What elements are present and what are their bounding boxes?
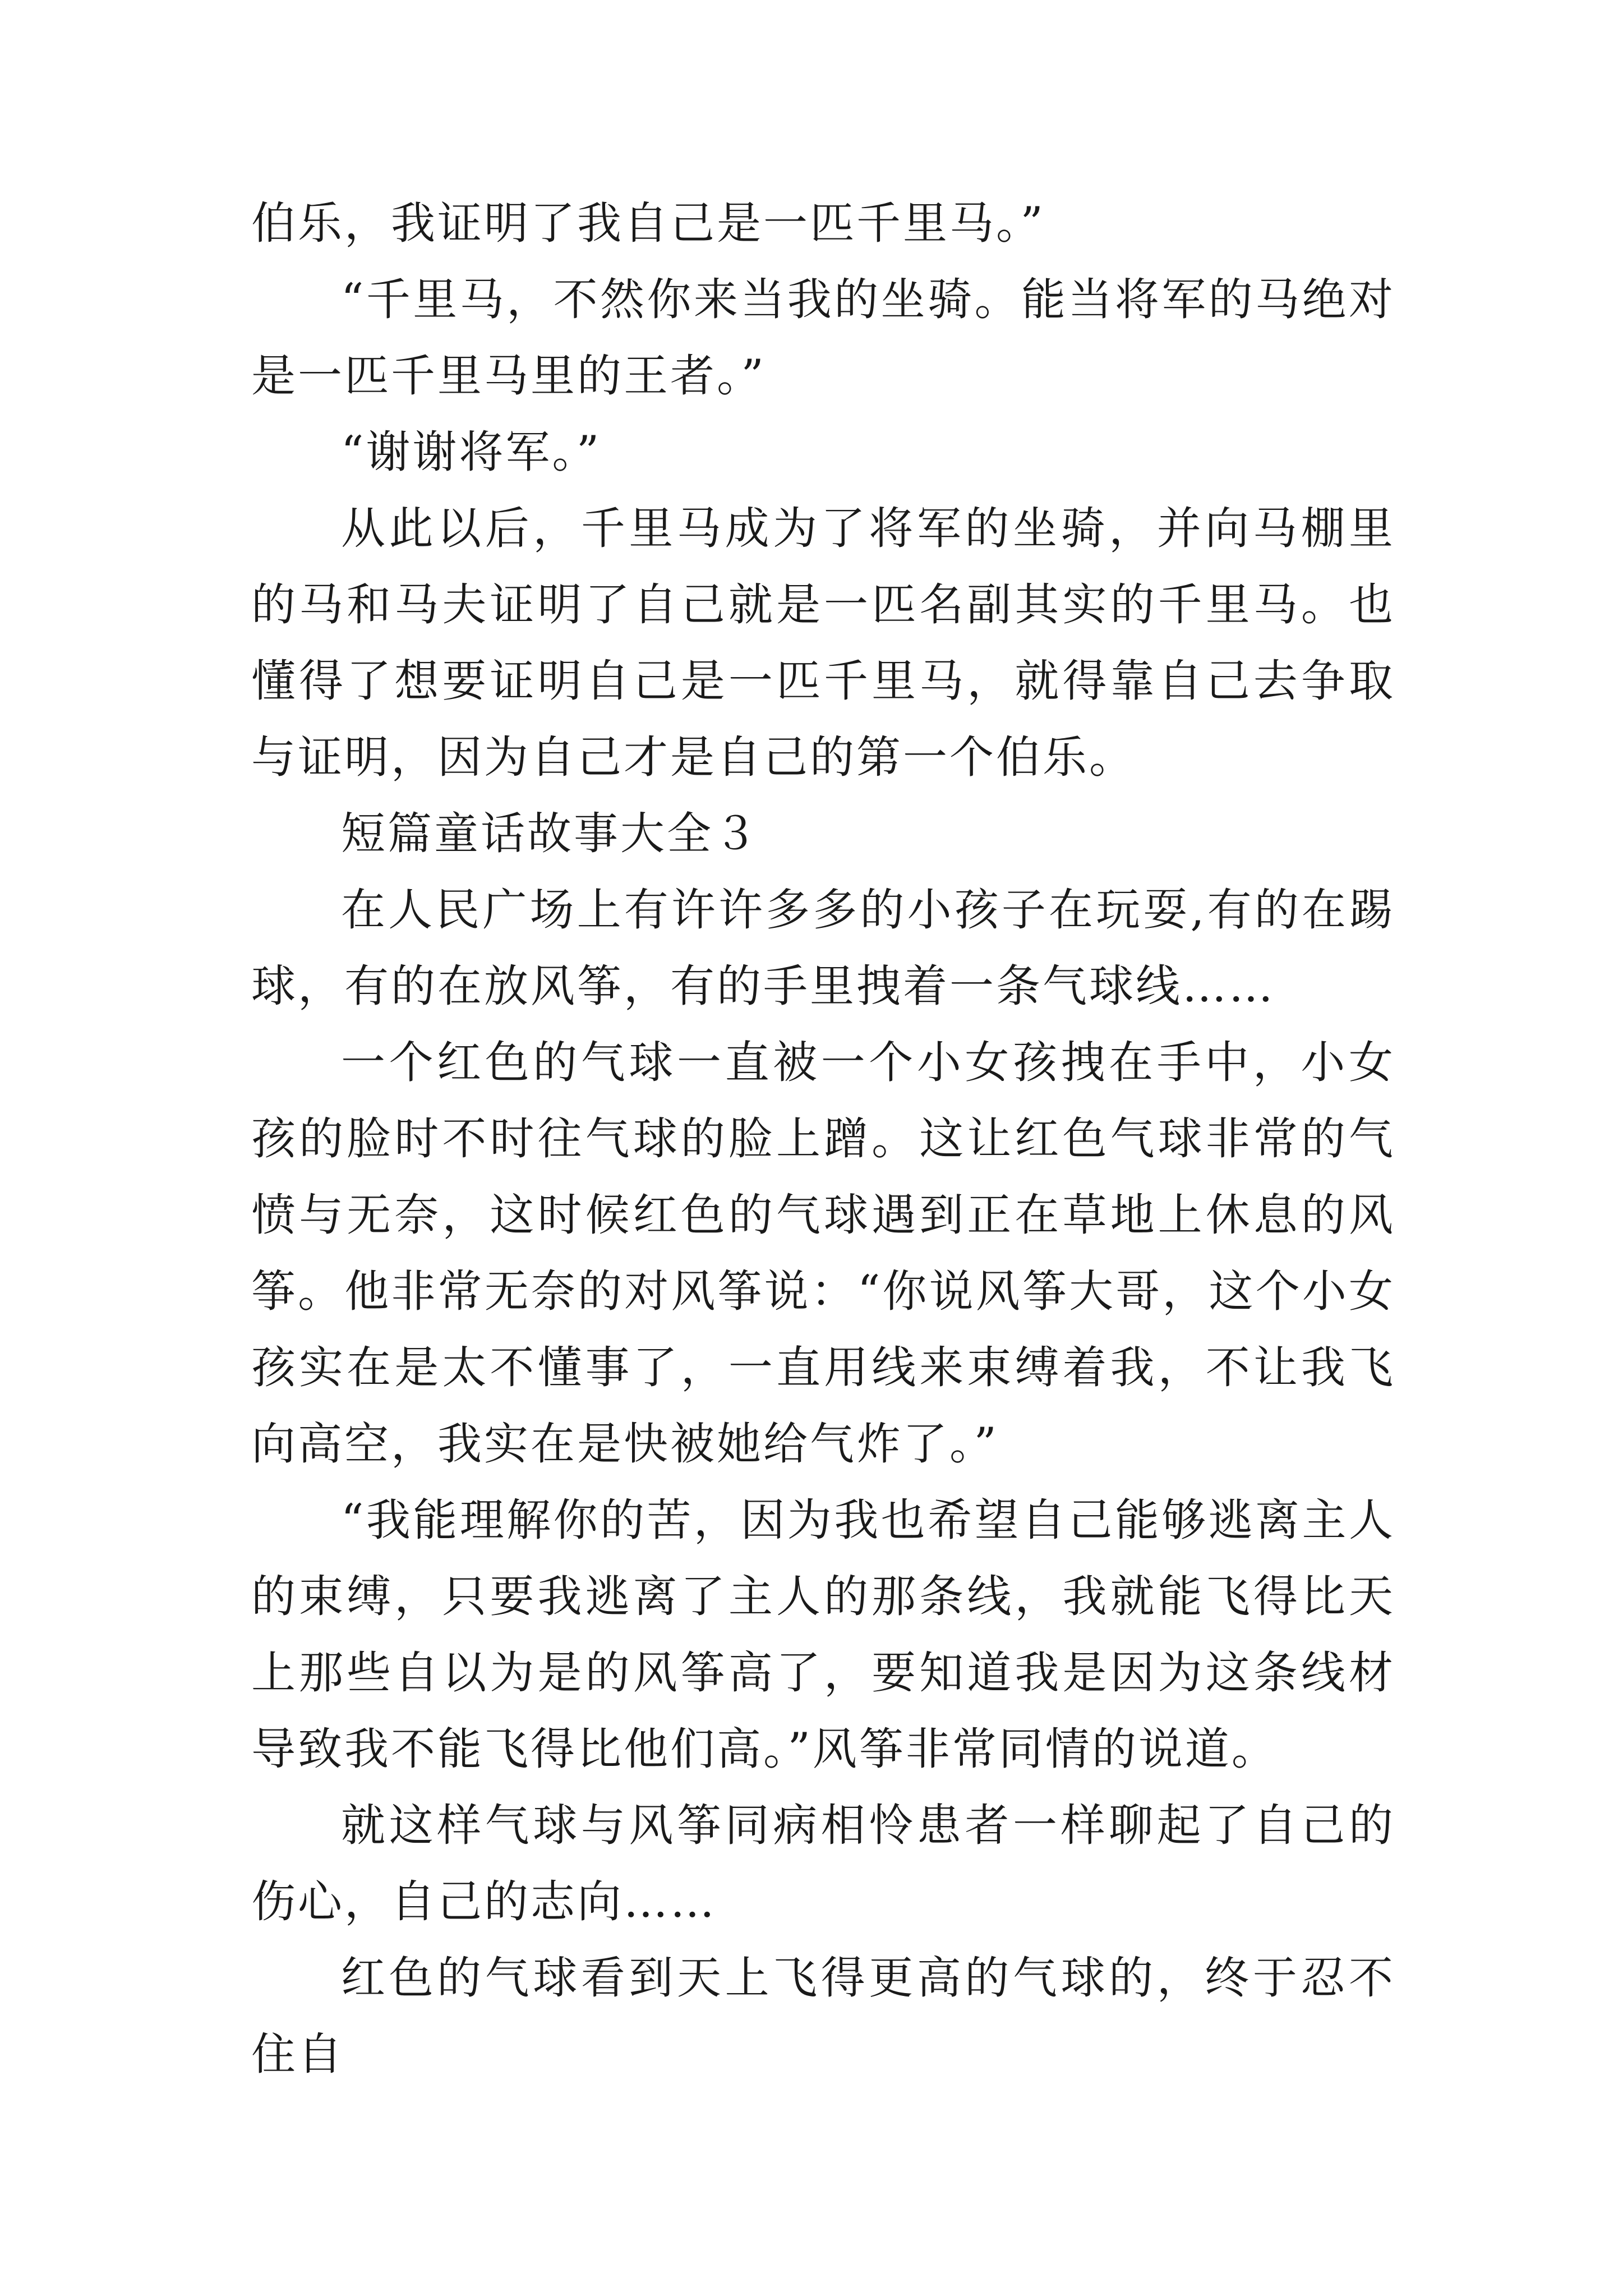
paragraph-1: 伯乐，我证明了我自己是一匹千里马。” xyxy=(251,197,1045,249)
paragraph-6: 一个红色的气球一直被一个小女孩拽在手中，小女孩的脸时不时往气球的脸上蹭。这让红色气球非常的气愤与无奈，这时候红色的气球遇到正在草地上休息的风筝。他非常无奈的对风筝说：“你说风筝大哥，这个小女孩实在是太不懂事了，一直用线来束缚着我，不让我飞向高空，我实在是快被她给气炸了。” xyxy=(251,1037,1395,1470)
paragraph-7: “我能理解你的苦，因为我也希望自己能够逃离主人的束缚，只要我逃离了主人的那条线，我就能飞得比天上那些自以为是的风筝高了，要知道我是因为这条线材导致我不能飞得比他们高。”风筝非常同情的说道。 xyxy=(251,1494,1395,1775)
paragraph-5: 在人民广场上有许许多多的小孩子在玩耍,有的在踢球，有的在放风筝，有的手里拽着一条气球线…… xyxy=(251,884,1395,1012)
paragraph-4: 从此以后，千里马成为了将军的坐骑，并向马棚里的马和马夫证明了自己就是一匹名副其实的千里马。也懂得了想要证明自己是一匹千里马，就得靠自己去争取与证明，因为自己才是自己的第一个伯乐。 xyxy=(251,503,1395,783)
paragraph-2: “千里马，不然你来当我的坐骑。能当将军的马绝对是一匹千里马里的王者。” xyxy=(251,274,1395,402)
paragraph-8: 就这样气球与风筝同病相怜患者一样聊起了自己的伤心，自己的志向…… xyxy=(251,1800,1395,1927)
paragraph-3: “谢谢将军。” xyxy=(341,426,602,478)
paragraph-9: 红色的气球看到天上飞得更高的气球的，终于忍不住自 xyxy=(251,1952,1395,2080)
document-body xyxy=(251,185,1395,2092)
section-heading: 短篇童话故事大全３ xyxy=(341,808,760,859)
